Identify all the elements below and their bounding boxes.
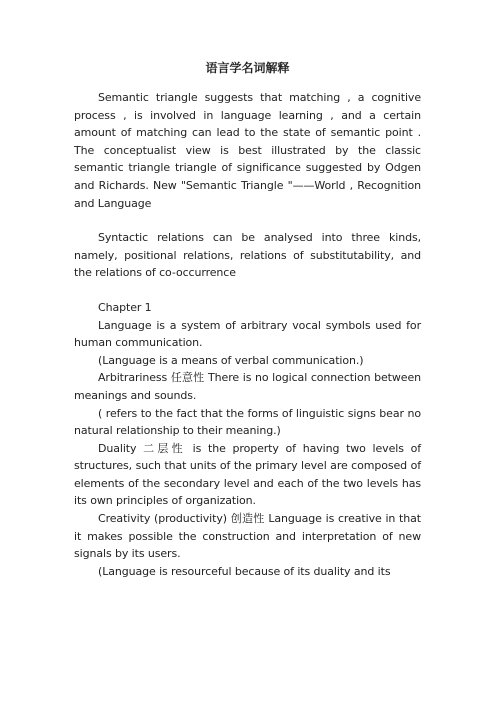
paragraph-semantic-triangle: Semantic triangle suggests that matching , a cognitive process , is involved in language learning , and a certain amount of matching can lead to the state of semantic point . The conceptualist view is best illustrated by the classic semantic triangle triangle of significance suggested by Odgen and Richards. New "Semantic Triangle "——World , Recognition and Language	[74, 91, 421, 210]
paragraph-syntactic-relations: Syntactic relations can be analysed into three kinds, namely, positional relations, relations of substitutability, and the relations of co-occurrence	[74, 231, 421, 280]
document-title: 语言学名词解释	[205, 61, 290, 75]
paragraph-gap	[74, 212, 421, 229]
paragraph-language-definition: Language is a system of arbitrary vocal symbols used for human communication.	[74, 318, 421, 350]
chapter-heading: Chapter 1	[98, 300, 152, 314]
document-page	[74, 60, 421, 580]
paragraph-arbitrariness: Arbitrariness 任意性 There is no logical connection between meanings and sounds.	[74, 371, 421, 402]
paragraph-creativity: Creativity (productivity) 创造性 Language is creative in that it makes possible the construction and interpretation of new signals by its users.	[74, 512, 421, 561]
paragraph-arbitrariness-note: ( refers to the fact that the forms of linguistic signs bear no natural relationship to their meaning.)	[74, 406, 421, 438]
paragraph-resourceful: (Language is resourceful because of its duality and its	[98, 564, 391, 578]
paragraph-language-means: (Language is a means of verbal communication.)	[98, 353, 364, 367]
paragraph-gap	[74, 282, 421, 299]
paragraph-duality: Duality 二层性 is the property of having two levels of structures, such that units of the primary level are composed of elements of the secondary level and each of the two levels has its own principles of organization.	[74, 441, 421, 508]
